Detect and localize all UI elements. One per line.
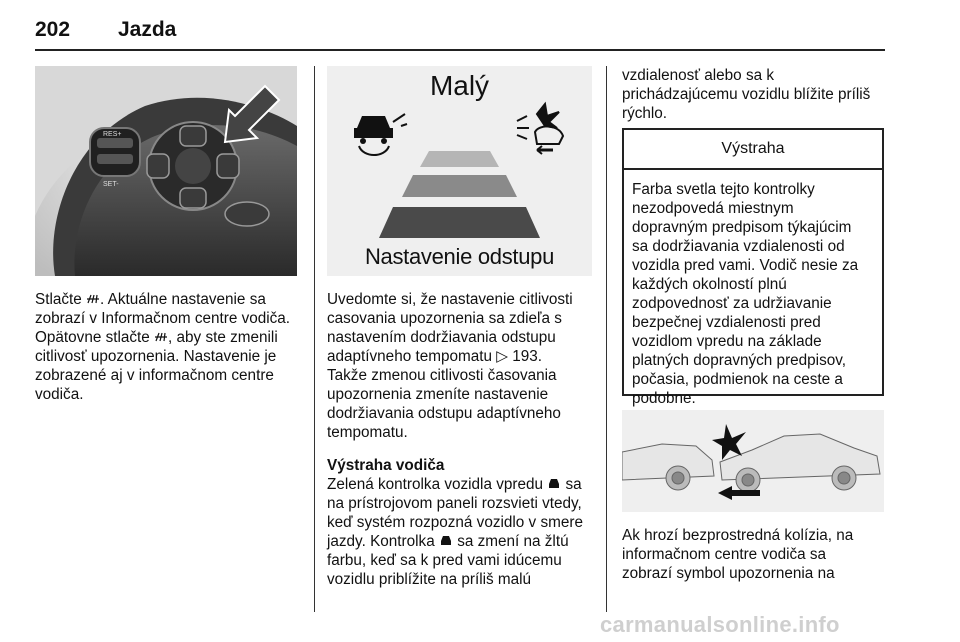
distance-bar-far — [379, 207, 540, 238]
figure-bottom-label: Nastavenie odstupu — [364, 244, 555, 269]
svg-text:SET-: SET- — [103, 181, 119, 188]
figure-top-label: Malý — [429, 70, 490, 101]
vehicle-ahead-indicator-icon — [547, 478, 561, 490]
column-divider-right — [606, 66, 607, 612]
right-column-text-top — [622, 66, 892, 123]
middle-paragraph-2: Takže zmenou citlivosti časovania upozornenia zmeníte nastavenie dodržiavania odstupu adaptívneho tempomatu. — [327, 367, 561, 441]
page-number: 202 — [35, 18, 71, 41]
warning-box — [622, 128, 884, 407]
middle-text-3c: sa zmení na žltú farbu, keď sa k pred vami idúcemu vozidlu priblížite na príliš malú — [327, 533, 569, 588]
steering-wheel-figure — [35, 66, 297, 276]
right-paragraph-2: Ak hrozí bezprostredná kolízia, na informačnom centre vodiča sa zobrazí symbol upozornenia na — [622, 527, 854, 582]
header-rule — [35, 49, 885, 51]
warning-text: Farba svetla tejto kontrolky nezodpovedá miestnym dopravným predpisom týkajúcim sa dodržiavania vzdialenosti od vozidla pred vami. Vodič nesie za každých okolností plnú zodpovednosť za udržiavanie bezpečnej vzdialenosti pred vozidlom vpredu na základe platných dopravných predpisov, počasia, podmienok na ceste a podobne. — [632, 181, 859, 407]
right-paragraph-1: vzdialenosť alebo sa k prichádzajúcemu vozidlu blížite príliš rýchlo. — [622, 67, 871, 122]
subheading-driver-alert: Výstraha vodiča — [327, 457, 445, 474]
svg-text:RES+: RES+ — [103, 131, 122, 138]
distance-bar-mid — [402, 175, 517, 197]
left-text-1: Stlačte — [35, 291, 87, 308]
watermark: carmanualsonline.info — [600, 612, 840, 637]
distance-bar-near — [420, 151, 499, 167]
vehicle-ahead-indicator-icon-2 — [439, 535, 453, 547]
right-column-text-bottom — [622, 526, 892, 583]
collision-star-icon — [712, 424, 746, 460]
own-car-icon — [622, 444, 714, 490]
left-text-2: . Aktuálne nastavenie sa zobrazí v Informačnom centre vodiča. Opätovne stlačte — [35, 291, 291, 346]
collision-figure — [622, 410, 884, 512]
following-distance-figure — [327, 66, 592, 276]
left-text-3: , aby ste zmenili citlivosť upozornenia. Nastavenie je zobrazené aj v informačnom centre vodiča. — [35, 329, 278, 403]
page-ref-number[interactable]: 193. — [512, 348, 543, 365]
middle-paragraph-3 — [327, 475, 602, 589]
middle-text-1: Uvedomte si, že nastavenie citlivosti casovania upozornenia sa zdieľa s nastavením dodržiavania odstupu adaptívneho tempomatu — [327, 291, 573, 365]
vehicle-ahead-icon — [354, 114, 407, 155]
collision-alert-icon — [517, 104, 563, 154]
middle-text-3b: sa na prístrojovom paneli rozsvieti vtedy, keď systém rozpozná vozidlo v smere jazdy. Kontrolka — [327, 476, 583, 550]
gap-setting-icon — [86, 293, 100, 305]
left-paragraph — [35, 290, 303, 404]
middle-text-3a: Zelená kontrolka vozidla vpredu — [327, 476, 548, 493]
middle-paragraph-1 — [327, 290, 602, 366]
left-column-text — [35, 290, 303, 404]
section-title: Jazda — [118, 18, 177, 41]
warning-title: Výstraha — [624, 130, 882, 170]
middle-column-text — [327, 290, 602, 589]
vehicle-ahead-car-icon — [720, 434, 880, 492]
page-ref-arrow-icon: ▷ — [496, 348, 513, 365]
gap-setting-icon-2 — [154, 331, 168, 343]
column-divider-left — [314, 66, 315, 612]
